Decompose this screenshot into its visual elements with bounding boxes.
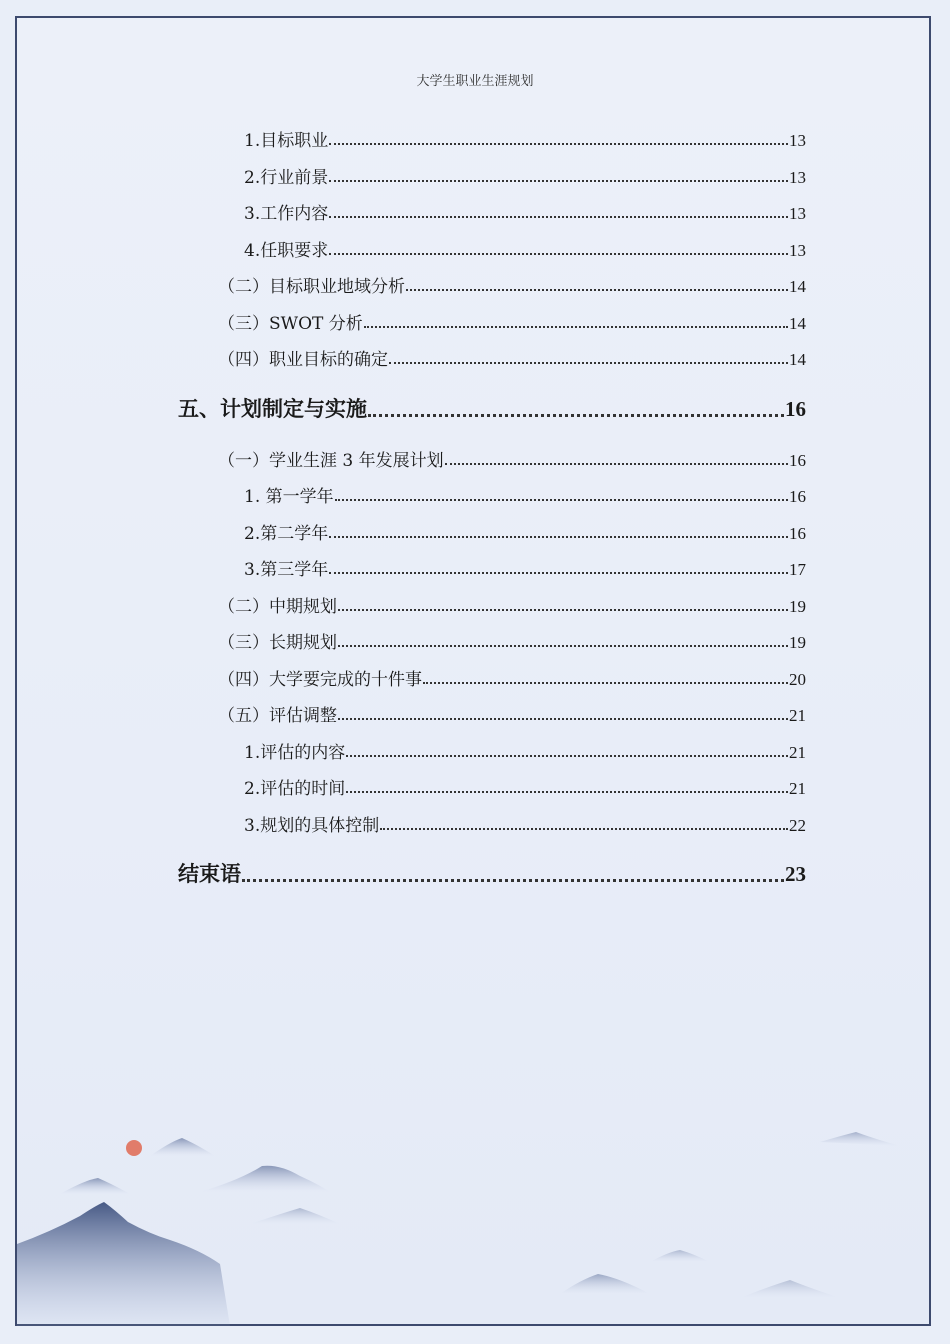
mountain-right-2 [560, 1274, 650, 1294]
toc-entry[interactable] [244, 199, 806, 224]
mountain-right-3 [650, 1250, 710, 1262]
mountain-far-1 [150, 1138, 215, 1156]
mountain-near [17, 1202, 230, 1326]
toc-leader [346, 755, 788, 757]
toc-chapter-label: 五、计划制定与实施 [178, 396, 367, 421]
toc-page-number: 22 [789, 816, 806, 835]
toc-page-number: 13 [789, 131, 806, 150]
toc-leader [329, 143, 788, 145]
toc-entry[interactable] [244, 774, 806, 799]
toc-leader [329, 253, 788, 255]
toc-label: 1.评估的内容 [244, 743, 346, 763]
toc-chapter-entry[interactable] [178, 858, 806, 888]
toc-label: 3.工作内容 [244, 204, 329, 224]
toc-entry[interactable] [218, 592, 806, 617]
toc-leader [364, 326, 788, 328]
toc-label: 4.任职要求 [244, 241, 329, 261]
toc-entry[interactable] [218, 345, 806, 370]
toc-label: （四）大学要完成的十件事 [218, 670, 422, 690]
toc-page-number: 14 [789, 277, 806, 296]
toc-leader [329, 216, 788, 218]
toc-page-number: 21 [789, 706, 806, 725]
toc-page-number: 14 [789, 314, 806, 333]
page-header: 大学生职业生涯规划 [416, 74, 534, 89]
toc-label: （四）职业目标的确定 [218, 350, 388, 370]
toc-entry[interactable] [218, 701, 806, 726]
toc-label: 2.第二学年 [244, 524, 329, 544]
ink-landscape-illustration [0, 1084, 950, 1344]
toc-chapter-entry[interactable] [178, 393, 806, 423]
toc-page-number: 13 [789, 168, 806, 187]
toc-label: （二）中期规划 [218, 597, 337, 617]
toc-label: 1. 第一学年 [244, 487, 334, 507]
toc-entry[interactable] [244, 482, 806, 507]
toc-entry[interactable] [244, 555, 806, 580]
toc-page-number: 16 [789, 451, 806, 470]
toc-entry[interactable] [244, 163, 806, 188]
toc-leader [338, 718, 788, 720]
toc-page-number: 20 [789, 670, 806, 689]
toc-leader [389, 362, 788, 364]
toc-page-number: 16 [789, 487, 806, 506]
toc-label: （三）长期规划 [218, 633, 337, 653]
toc-leader [380, 828, 788, 830]
mountain-mid-2 [250, 1208, 340, 1224]
toc-leader [406, 289, 788, 291]
mountain-right-1 [820, 1132, 900, 1146]
toc-leader [368, 414, 784, 417]
toc-entry[interactable] [244, 126, 806, 151]
mountain-far-2 [60, 1178, 130, 1194]
toc-entry[interactable] [218, 446, 806, 471]
toc-entry[interactable] [244, 519, 806, 544]
toc-leader [329, 572, 788, 574]
mountain-mid [200, 1166, 330, 1192]
toc-leader [329, 180, 788, 182]
toc-leader [338, 645, 788, 647]
toc-entry[interactable] [218, 665, 806, 690]
toc-entry[interactable] [218, 272, 806, 297]
toc-label: 1.目标职业 [244, 131, 329, 151]
toc-label: （五）评估调整 [218, 706, 337, 726]
toc-entry[interactable] [244, 738, 806, 763]
mountain-right-4 [740, 1280, 840, 1298]
toc-label: 2.行业前景 [244, 168, 329, 188]
toc-label: 3.第三学年 [244, 560, 329, 580]
toc-label: （三）SWOT 分析 [218, 314, 363, 334]
toc-label: （一）学业生涯 3 年发展计划 [218, 451, 444, 471]
toc-leader [423, 682, 788, 684]
toc-entry[interactable] [244, 811, 806, 836]
toc-page-number: 16 [785, 397, 806, 421]
toc-page-number: 17 [789, 560, 806, 579]
toc-page-number: 21 [789, 779, 806, 798]
toc-entry[interactable] [218, 628, 806, 653]
toc-page-number: 21 [789, 743, 806, 762]
toc-page-number: 19 [789, 633, 806, 652]
toc-entry[interactable] [218, 309, 806, 334]
toc-leader [329, 536, 788, 538]
toc-page-number: 13 [789, 204, 806, 223]
toc-entry[interactable] [244, 236, 806, 261]
toc-leader [445, 463, 788, 465]
red-sun [126, 1140, 142, 1156]
toc-label: 2.评估的时间 [244, 779, 346, 799]
toc-label: （二）目标职业地域分析 [218, 277, 405, 297]
toc-page-number: 23 [785, 862, 806, 886]
toc-leader [242, 879, 784, 882]
toc-page-number: 13 [789, 241, 806, 260]
toc-page-number: 19 [789, 597, 806, 616]
toc-leader [335, 499, 788, 501]
toc-page-number: 14 [789, 350, 806, 369]
toc-leader [346, 791, 788, 793]
toc-chapter-label: 结束语 [178, 861, 241, 886]
toc-page-number: 16 [789, 524, 806, 543]
toc-label: 3.规划的具体控制 [244, 816, 380, 836]
toc-leader [338, 609, 788, 611]
